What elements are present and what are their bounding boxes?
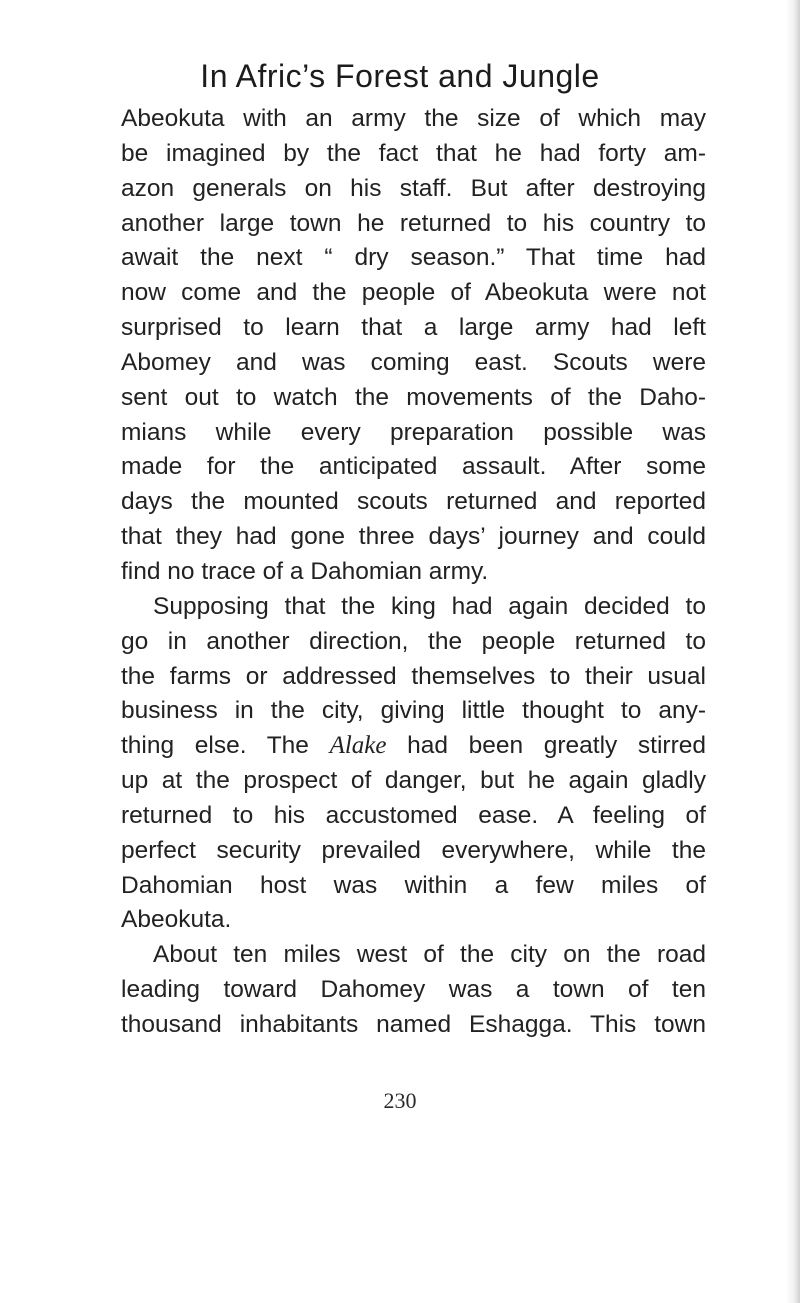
text-line: perfect security prevailed everywhere, while the <box>121 836 706 864</box>
running-head: In Afric’s Forest and Jungle <box>200 58 600 94</box>
line-segment: thing else. The <box>121 732 330 760</box>
page-number: 230 <box>383 1088 417 1113</box>
text-line: business in the city, giving little thought to any- <box>121 697 706 725</box>
text-line: another large town he returned to his country to <box>121 209 706 237</box>
text-line: Dahomian host was within a few miles of <box>121 871 706 899</box>
text-line: be imagined by the fact that he had forty am- <box>121 139 706 167</box>
paragraph-end-line: find no trace of a Dahomian army. <box>121 557 489 585</box>
text-line: Abomey and was coming east. Scouts were <box>121 348 706 376</box>
text-line: leading toward Dahomey was a town of ten <box>121 976 706 1004</box>
text-line: returned to his accustomed ease. A feeling of <box>121 801 706 829</box>
text-line: that they had gone three days’ journey and could <box>121 523 706 551</box>
text-line: mians while every preparation possible was <box>121 418 706 446</box>
paragraph-end-line: Abeokuta. <box>121 906 232 934</box>
paragraph-start-line: Supposing that the king had again decided to <box>153 592 706 620</box>
line-segment: had been greatly stirred <box>386 732 707 760</box>
text-line: now come and the people of Abeokuta were not <box>121 279 706 307</box>
text-line: await the next “ dry season.” That time had <box>121 244 706 272</box>
text-line: go in another direction, the people returned to <box>121 627 706 655</box>
text-line: sent out to watch the movements of the Daho- <box>121 383 706 411</box>
text-line: thousand inhabitants named Eshagga. This town <box>121 1010 706 1038</box>
text-line: up at the prospect of danger, but he again gladly <box>121 767 706 795</box>
text-line-with-italic <box>121 729 706 764</box>
italic-term-alake: Alake <box>329 732 387 760</box>
text-line: Abeokuta with an army the size of which may <box>121 105 706 132</box>
paragraph-start-line: About ten miles west of the city on the road <box>153 941 706 969</box>
text-line: made for the anticipated assault. After some <box>121 453 706 481</box>
body-text <box>121 102 706 1043</box>
text-line: azon generals on his staff. But after destroying <box>121 174 706 202</box>
text-line: the farms or addressed themselves to their usual <box>121 662 706 690</box>
text-line: surprised to learn that a large army had left <box>121 314 706 342</box>
text-line: days the mounted scouts returned and reported <box>121 488 706 516</box>
